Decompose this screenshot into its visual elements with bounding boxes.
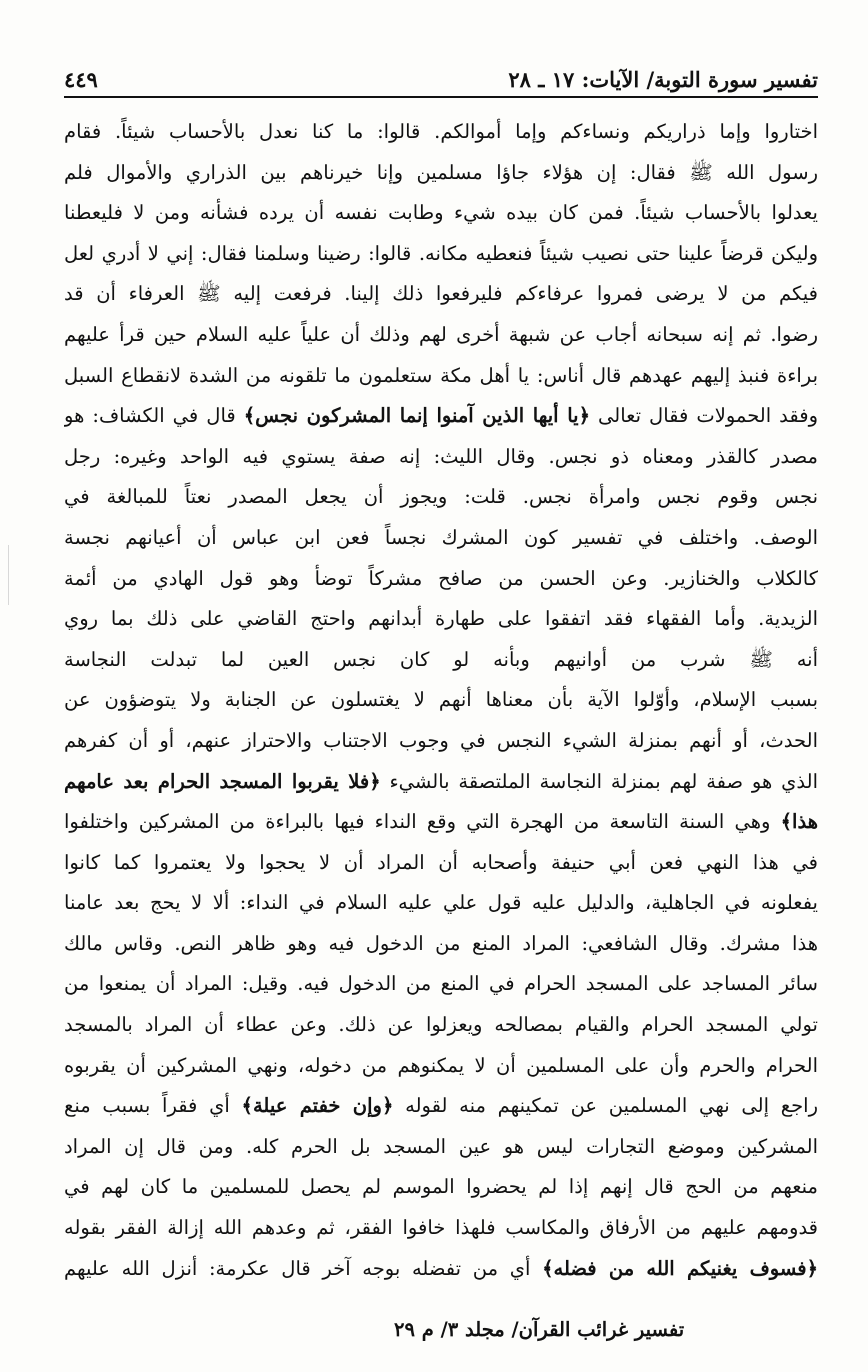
page-edge-shadow	[0, 545, 9, 605]
page-number: ٤٤٩	[64, 67, 98, 92]
text-line: نجس وقوم نجس وامرأة نجس. قلت: ويجوز أن يجعل المصدر نعتاً للمبالغة في	[64, 485, 818, 509]
text-line: هذا﴾ وهي السنة التاسعة من الهجرة التي وقع النداء فيها بالبراءة من المشركين واختلفوا	[64, 810, 818, 834]
text-line: وفقد الحمولات فقال تعالى ﴿يا أيها الذين آمنوا إنما المشركون نجس﴾ قال في الكشاف: هو	[64, 404, 818, 428]
text-line: وليكن قرضاً علينا حتى نصيب شيئاً فنعطيه مكانه. قالوا: رضينا وسلمنا فقال: إني لا أدري لعل	[64, 241, 818, 265]
text-line: كالكلاب والخنازير. وعن الحسن من صافح مشركاً توضأ وهو قول الهادي من أئمة	[64, 566, 818, 590]
text-line: أنه ﷺ شرب من أوانيهم وبأنه لو كان نجس العين لما تبدلت النجاسة	[64, 647, 818, 671]
text-line: الحرام والحرم وأن على المسلمين أن لا يمكنوهم من دخوله، ونهي المشركين أن يقربوه	[64, 1053, 818, 1077]
text-line: في هذا النهي فعن أبي حنيفة وأصحابه أن المراد أن لا يحجوا ولا يعتمروا كما كانوا	[64, 850, 818, 874]
quran-citation: ﴿وإن خفتم عيلة﴾	[241, 1094, 394, 1118]
text-line: المشركين وموضع التجارات ليس هو عين المسجد بل الحرم كله. ومن قال إن المراد	[64, 1134, 818, 1158]
quran-citation: ﴿فسوف يغنيكم الله من فضله﴾	[542, 1256, 818, 1280]
header-divider	[64, 96, 818, 98]
text-line: سائر المساجد على المسجد الحرام في المنع من الدخول فيه. وقيل: المراد أن يمنعوا من	[64, 972, 818, 996]
text-line: فيكم من لا يرضى فمروا عرفاءكم فليرفعوا ذلك إلينا. فرفعت إليه ﷺ العرفاء أن قد	[64, 282, 818, 306]
text-line: بسبب الإسلام، وأوّلوا الآية بأن معناها أنهم لا يغتسلون عن الجنابة ولا يتوضؤون عن	[64, 688, 818, 712]
quran-citation: هذا﴾	[780, 810, 818, 834]
text-line: الزيدية. وأما الفقهاء فقد اتفقوا على طهارة أبدانهم واحتج القاضي على ذلك بما روي	[64, 607, 818, 631]
text-line: ﴿فسوف يغنيكم الله من فضله﴾ أي من تفضله بوجه آخر قال عكرمة: أنزل الله عليهم	[64, 1256, 818, 1280]
text-line: هذا مشرك. وقال الشافعي: المراد المنع من الدخول فيه وهو ظاهر النص. وقاس مالك	[64, 931, 818, 955]
volume-signature: تفسير غرائب القرآن/ مجلد ٣/ م ٢٩	[394, 1318, 685, 1341]
text-line: يفعلونه في الجاهلية، والدليل عليه قول علي عليه السلام في النداء: ألا لا يحج بعد عامنا	[64, 891, 818, 915]
text-line: الحدث، أو أنهم بمنزلة الشيء النجس في وجوب الاجتناب والاحتراز عنهم، أو أن كفرهم	[64, 728, 818, 752]
text-line: منعهم من الحج قال إنهم إذا لم يحضروا الموسم لم يحصل للمسلمين ما كان لهم في	[64, 1175, 818, 1199]
running-header	[64, 58, 818, 92]
text-line: براءة فنبذ إليهم عهدهم قال أناس: يا أهل مكة ستعلمون ما تلقونه من الشدة لانقطاع السبل	[64, 363, 818, 387]
text-line: رسول الله ﷺ فقال: إن هؤلاء جاؤا مسلمين وإنا خيرناهم بين الذراري والأموال فلم	[64, 160, 818, 184]
text-line: يعدلوا بالأحساب شيئاً. فمن كان بيده شيء وطابت نفسه أن يرده فشأنه ومن لا فليعطنا	[64, 201, 818, 225]
text-line: الوصف. واختلف في تفسير كون المشرك نجساً فعن ابن عباس أن أعيانهم نجسة	[64, 525, 818, 549]
quran-citation: ﴿يا أيها الذين آمنوا إنما المشركون نجس﴾	[243, 404, 590, 428]
text-line: راجع إلى نهي المسلمين عن تمكينهم منه لقوله ﴿وإن خفتم عيلة﴾ أي فقراً بسبب منع	[64, 1094, 818, 1118]
text-line: اختاروا وإما ذراريكم ونساءكم وإما أموالكم. قالوا: ما كنا نعدل بالأحساب شيئاً. فقام	[64, 120, 818, 143]
text-line: مصدر كالقذر ومعناه ذو نجس. وقال الليث: إنه صفة يستوي فيه الواحد وغيره: رجل	[64, 444, 818, 468]
text-line: رضوا. ثم إنه سبحانه أجاب عن شبهة أخرى لهم وذلك أن علياً عليه السلام حين قرأ عليهم	[64, 322, 818, 346]
running-title: تفسير سورة التوبة/ الآيات: ١٧ ـ ٢٨	[508, 67, 818, 92]
text-line: قدومهم عليهم من الأرفاق والمكاسب فلهذا خافوا الفقر، ثم وعدهم الله إزالة الفقر بقوله	[64, 1216, 818, 1240]
text-line: الذي هو صفة لهم بمنزلة النجاسة الملتصقة بالشيء ﴿فلا يقربوا المسجد الحرام بعد عامهم	[64, 769, 818, 793]
page-footer	[64, 1318, 818, 1352]
commentary-text	[64, 112, 818, 1289]
text-line: تولي المسجد الحرام والقيام بمصالحه ويعزلوا عن ذلك. وعن عطاء أن المراد بالمسجد	[64, 1013, 818, 1037]
quran-citation: ﴿فلا يقربوا المسجد الحرام بعد عامهم	[64, 769, 381, 793]
